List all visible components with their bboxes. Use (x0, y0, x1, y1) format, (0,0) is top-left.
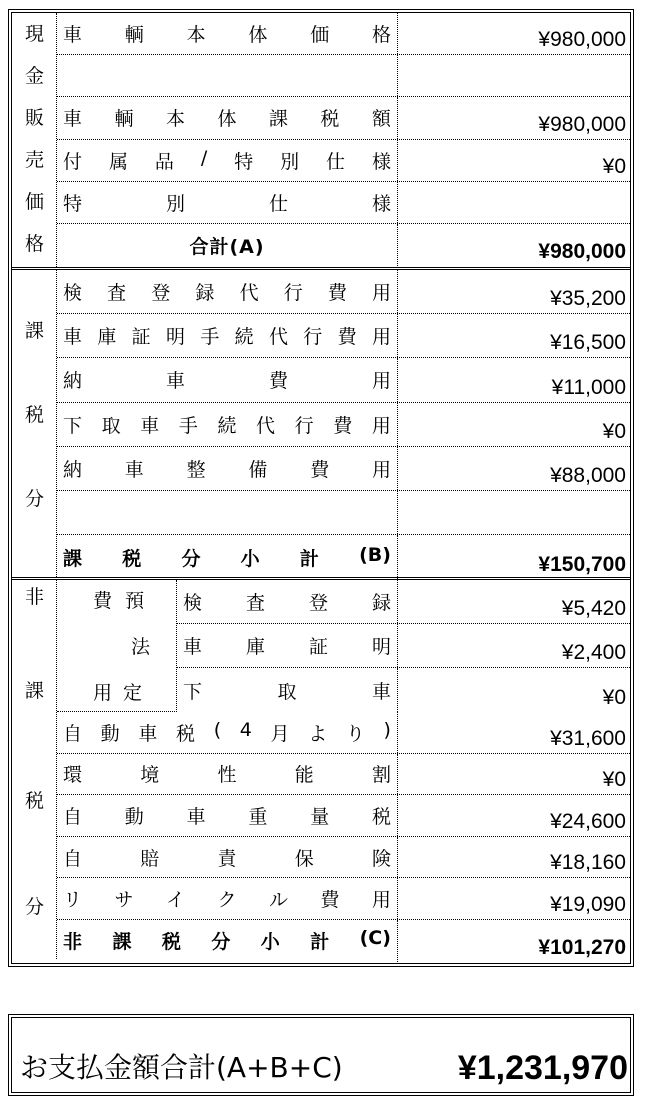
label-char: 様 (371, 150, 391, 173)
price-row (57, 754, 630, 796)
row-value: ¥980,000 (538, 240, 626, 264)
price-row (57, 403, 630, 447)
row-value: ¥0 (602, 686, 626, 709)
label-char: 用 (371, 370, 391, 393)
cash-price-category (12, 13, 57, 267)
row-value: ¥35,200 (550, 287, 626, 311)
price-row (177, 580, 630, 624)
price-row (57, 358, 630, 402)
label-char: 額 (371, 108, 391, 131)
label-char: 車 (140, 414, 160, 437)
label-char: 庫 (245, 636, 265, 658)
label-char: 税 (176, 722, 196, 745)
price-row (57, 55, 630, 97)
label-char: 車 (186, 805, 206, 828)
row-value: ¥0 (602, 768, 626, 792)
category-char: 非 (24, 586, 44, 608)
label-char: 計 (310, 931, 330, 954)
label-char: 動 (124, 805, 144, 828)
category-char: 課 (24, 680, 44, 702)
label-char: (C) (359, 927, 391, 950)
price-row (57, 13, 630, 55)
label-char: 費 (327, 282, 347, 305)
label-char: 体 (248, 24, 268, 47)
label-char: 特 (234, 150, 254, 173)
row-label (57, 491, 398, 534)
row-label (57, 535, 398, 579)
label-char: 庫 (97, 326, 117, 349)
row-label (57, 224, 398, 266)
label-char: り (345, 722, 365, 745)
law-char: 定 (123, 682, 143, 704)
label-char: 車 (138, 722, 158, 745)
label-char: 合計(A) (189, 235, 265, 258)
row-value: ¥16,500 (550, 331, 626, 355)
label-char: 代 (239, 282, 259, 305)
label-char: 割 (371, 764, 391, 787)
price-row (57, 182, 630, 224)
label-char: 録 (195, 282, 215, 305)
label-char: 品 (154, 150, 174, 173)
category-char: 金 (24, 65, 44, 87)
price-row (57, 140, 630, 182)
law-char: 預 (125, 590, 145, 612)
row-label (57, 837, 398, 878)
label-char: 下 (63, 414, 83, 437)
label-char: 自 (63, 847, 83, 870)
price-row (57, 224, 630, 266)
label-char: 下 (183, 680, 203, 703)
non-taxable-category (12, 580, 57, 959)
label-char: 分 (181, 547, 201, 570)
label-char: 整 (186, 458, 206, 481)
label-char: 取 (277, 680, 297, 703)
row-label (57, 403, 398, 446)
label-char: 車 (183, 636, 203, 658)
row-value: ¥31,600 (550, 726, 626, 750)
label-char: 小 (260, 931, 280, 954)
label-char: 車 (63, 24, 83, 47)
label-char: 税 (161, 931, 181, 954)
label-char: 4 (239, 718, 252, 741)
label-char: ( (213, 718, 222, 741)
label-char: 続 (217, 414, 237, 437)
price-row (57, 535, 630, 579)
label-char: 取 (101, 414, 121, 437)
price-row (57, 447, 630, 491)
law-char: 用 (93, 682, 113, 704)
label-char: 重 (248, 805, 268, 828)
label-char: 行 (283, 282, 303, 305)
label-char: 様 (371, 192, 391, 215)
label-char: 税 (371, 805, 391, 828)
label-char: ク (217, 889, 237, 912)
row-value: ¥0 (602, 154, 626, 178)
label-char: 体 (217, 108, 237, 131)
label-char: 検 (63, 282, 83, 305)
label-char: 本 (186, 24, 206, 47)
label-char: 税 (320, 108, 340, 131)
label-char: 証 (131, 326, 151, 349)
label-char: 用 (371, 889, 391, 912)
label-char: 輌 (114, 108, 134, 131)
label-char: 属 (108, 150, 128, 173)
label-char: 自 (63, 805, 83, 828)
label-char: 税 (122, 547, 142, 570)
label-char: 車 (63, 326, 83, 349)
label-char: ル (268, 889, 288, 912)
row-value: ¥24,600 (550, 809, 626, 833)
row-label (57, 314, 398, 357)
label-char: 行 (294, 414, 314, 437)
label-char: 環 (63, 764, 83, 787)
label-char: 境 (140, 764, 160, 787)
label-char: 続 (234, 326, 254, 349)
price-row (57, 878, 630, 920)
label-char: 手 (200, 326, 220, 349)
price-row (177, 624, 630, 668)
label-char: 動 (100, 722, 120, 745)
label-char: 責 (217, 847, 237, 870)
price-breakdown-table (8, 9, 634, 967)
label-char: 用 (371, 282, 391, 305)
price-row (57, 920, 630, 962)
row-value: ¥150,700 (538, 553, 626, 577)
price-row (177, 668, 630, 712)
label-char: 格 (371, 24, 391, 47)
label-char: ) (383, 718, 391, 741)
row-value: ¥101,270 (538, 935, 626, 959)
label-char: 非 (63, 931, 83, 954)
row-value: ¥980,000 (538, 28, 626, 52)
label-char: 代 (268, 326, 288, 349)
row-value: ¥18,160 (550, 851, 626, 875)
row-label (57, 878, 398, 919)
row-label (57, 97, 398, 138)
label-char: 課 (268, 108, 288, 131)
label-char: 車 (371, 680, 391, 703)
label-char: 車 (124, 458, 144, 481)
category-char: 格 (24, 233, 44, 255)
label-char: 量 (310, 805, 330, 828)
label-char: イ (165, 889, 185, 912)
row-label (57, 182, 398, 223)
row-value: ¥980,000 (538, 112, 626, 136)
row-label (57, 140, 398, 181)
label-char: サ (114, 889, 134, 912)
row-label (57, 13, 398, 54)
label-char: 費 (268, 370, 288, 393)
label-char: 費 (337, 326, 357, 349)
row-value: ¥2,400 (561, 641, 626, 664)
row-value: ¥5,420 (561, 597, 626, 620)
label-char: 代 (256, 414, 276, 437)
row-label (57, 795, 398, 836)
row-value: ¥19,090 (550, 892, 626, 916)
label-char: 用 (371, 326, 391, 349)
law-char: 費 (93, 590, 113, 612)
price-row (57, 837, 630, 879)
price-row (57, 314, 630, 358)
label-char: 課 (63, 547, 83, 570)
row-label (177, 668, 398, 712)
label-char: 月 (270, 722, 290, 745)
label-char: 分 (211, 931, 231, 954)
category-char: 分 (24, 896, 44, 918)
label-char: 能 (294, 764, 314, 787)
label-char: 別 (280, 150, 300, 173)
label-char: 納 (63, 458, 83, 481)
row-label (57, 447, 398, 490)
row-label (177, 624, 398, 667)
category-char: 税 (24, 790, 44, 812)
label-char: 備 (248, 458, 268, 481)
label-char: 特 (63, 192, 83, 215)
label-char: 仕 (326, 150, 346, 173)
label-char: 付 (63, 150, 83, 173)
label-char: 輌 (124, 24, 144, 47)
price-row (57, 270, 630, 314)
label-char: 費 (333, 414, 353, 437)
label-char: 検 (183, 592, 203, 614)
label-char: 録 (371, 592, 391, 614)
label-char: 課 (112, 931, 132, 954)
cash-price-section (12, 13, 630, 267)
label-char: よ (308, 722, 328, 745)
label-char: 小 (240, 547, 260, 570)
statutory-fees-label (57, 580, 177, 712)
label-char: (B) (359, 543, 391, 566)
label-char: 用 (371, 414, 391, 437)
grand-total-value: ¥1,231,970 (457, 1049, 628, 1087)
grand-total-box (8, 1014, 634, 1096)
label-char: 賠 (140, 847, 160, 870)
label-char: 別 (165, 192, 185, 215)
label-char: 費 (320, 889, 340, 912)
row-label (57, 920, 398, 962)
label-char: 険 (371, 847, 391, 870)
non-taxable-section (12, 577, 630, 959)
label-char: 手 (178, 414, 198, 437)
row-value: ¥88,000 (550, 463, 626, 487)
category-char: 販 (24, 107, 44, 129)
category-char: 分 (24, 488, 44, 510)
row-label (57, 358, 398, 401)
label-char: 価 (310, 24, 330, 47)
row-label (57, 712, 398, 753)
row-label (177, 580, 398, 623)
label-char: 費 (310, 458, 330, 481)
label-char: 行 (303, 326, 323, 349)
label-char: 計 (299, 547, 319, 570)
label-char: 査 (107, 282, 127, 305)
price-row (57, 712, 630, 754)
law-char: 法 (131, 636, 151, 658)
row-label (57, 55, 398, 96)
label-char: 性 (217, 764, 237, 787)
label-char: / (200, 146, 208, 169)
category-char: 価 (24, 191, 44, 213)
grand-total-label: お支払金額合計(A+B+C) (20, 1051, 343, 1084)
row-value: ¥11,000 (551, 375, 626, 399)
price-row (57, 97, 630, 139)
label-char: 車 (63, 108, 83, 131)
label-char: 証 (308, 636, 328, 658)
label-char: リ (63, 889, 83, 912)
category-char: 税 (24, 404, 44, 426)
category-char: 課 (24, 320, 44, 342)
label-char: 保 (294, 847, 314, 870)
label-char: 本 (165, 108, 185, 131)
label-char: 納 (63, 370, 83, 393)
taxable-section (12, 267, 630, 577)
category-char: 売 (24, 149, 44, 171)
category-char: 現 (24, 23, 44, 45)
label-char: 明 (371, 636, 391, 658)
label-char: 自 (63, 722, 83, 745)
label-char: 用 (371, 458, 391, 481)
label-char: 査 (245, 592, 265, 614)
label-char: 車 (165, 370, 185, 393)
label-char: 登 (308, 592, 328, 614)
label-char: 仕 (268, 192, 288, 215)
row-label (57, 270, 398, 313)
price-row (57, 795, 630, 837)
label-char: 明 (165, 326, 185, 349)
price-row (57, 491, 630, 535)
label-char: 登 (151, 282, 171, 305)
taxable-category (12, 270, 57, 577)
row-label (57, 754, 398, 795)
row-value: ¥0 (602, 419, 626, 443)
